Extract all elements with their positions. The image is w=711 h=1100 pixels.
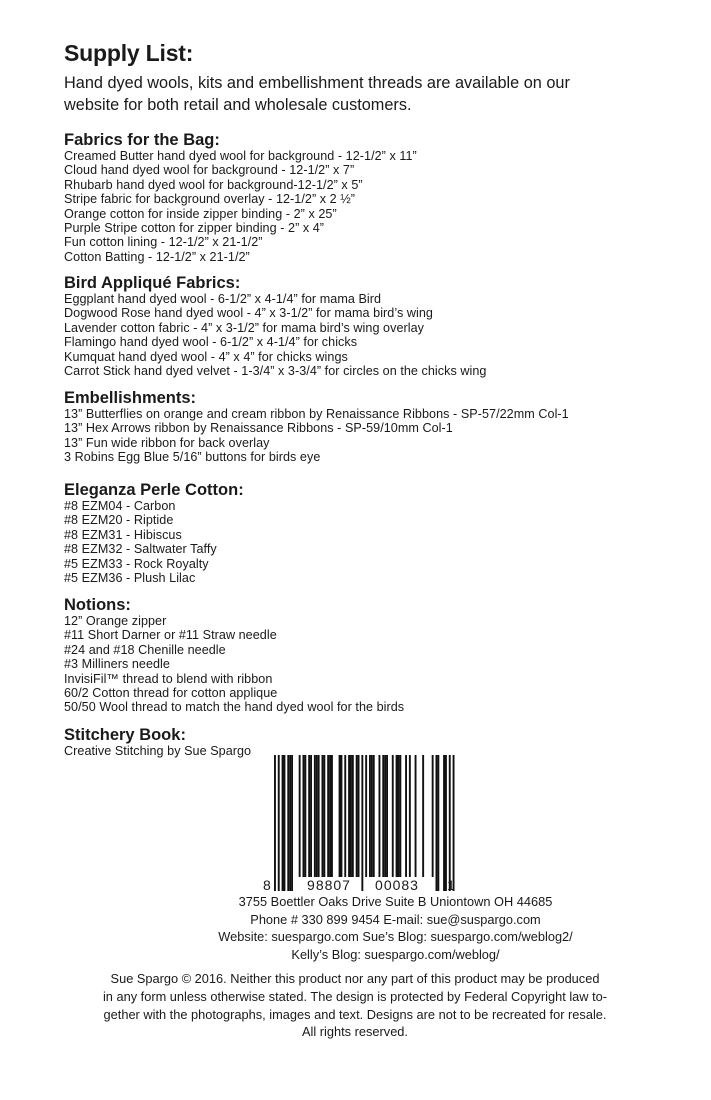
barcode-bar — [274, 755, 276, 891]
barcode-bar — [382, 755, 384, 877]
barcode-lead-digit: 8 — [263, 877, 271, 893]
section-embellishments — [64, 389, 704, 465]
barcode-bar — [371, 755, 373, 877]
barcode-bar — [365, 755, 367, 891]
supply-item: Cotton Batting - 12-1/2” x 21-1/2” — [64, 249, 250, 264]
supply-item: 60/2 Cotton thread for cotton applique — [64, 686, 278, 701]
supply-item: Flamingo hand dyed wool - 6-1/2” x 4-1/4” for chicks — [64, 335, 358, 350]
barcode-bar — [310, 755, 312, 877]
supply-item: Orange cotton for inside zipper binding - 2” x 25” — [64, 206, 337, 221]
contact-info — [40, 893, 711, 963]
supply-item: Creative Stitching by Sue Spargo — [64, 744, 252, 758]
supply-item: Carrot Stick hand dyed velvet - 1-3/4” x 3-3/4” for circles on the chicks wing — [64, 364, 487, 379]
supply-item: #8 EZM20 - Riptide — [64, 513, 174, 528]
supply-item: #8 EZM32 - Saltwater Taffy — [64, 542, 217, 557]
barcode-bar — [291, 755, 293, 891]
intro-line: website for both retail and wholesale customers. — [64, 96, 412, 114]
section-heading: Fabrics for the Bag: — [64, 131, 220, 149]
section-heading: Eleganza Perle Cotton: — [64, 481, 244, 499]
barcode-bar — [318, 755, 320, 877]
supply-item: #3 Milliners needle — [64, 657, 170, 672]
barcode-bar — [437, 755, 439, 891]
barcode-bar — [299, 755, 301, 877]
copyright-line: All rights reserved. — [302, 1024, 408, 1040]
barcode-bar — [453, 755, 455, 891]
intro-text — [64, 72, 664, 116]
supply-item: #24 and #18 Chenille needle — [64, 642, 226, 657]
copyright-line: in any form unless otherwise stated. The design is protected by Federal Copyright law to- — [102, 988, 608, 1004]
barcode-bar — [303, 755, 305, 877]
supply-items — [64, 499, 704, 585]
page-title: Supply List: — [64, 40, 194, 66]
supply-item: Eggplant hand dyed wool - 6-1/2” x 4-1/4” for mama Bird — [64, 292, 382, 306]
barcode-bar — [415, 755, 417, 877]
barcode-trail-digit: 1 — [447, 877, 455, 893]
section-bird-applique-fabrics — [64, 274, 704, 378]
website-blog-line: Website: suespargo.com Sue’s Blog: suespargo.com/weblog2/ — [218, 929, 573, 944]
barcode-bar — [339, 755, 341, 877]
barcode-bar — [322, 755, 324, 877]
barcode-right-digits: 00083 — [365, 877, 429, 893]
barcode-bar — [344, 755, 346, 877]
barcode-bar — [399, 755, 401, 877]
barcode-bar — [369, 755, 371, 877]
barcode-bar — [350, 755, 352, 877]
section-heading: Embellishments: — [64, 389, 197, 407]
supply-item: Dogwood Rose hand dyed wool - 4” x 3-1/2” for mama bird’s wing — [64, 306, 433, 321]
section-heading: Notions: — [64, 596, 131, 614]
supply-items — [64, 292, 704, 378]
barcode-bars-graphic — [270, 755, 460, 895]
barcode-bar — [316, 755, 318, 877]
barcode-bar — [386, 755, 388, 877]
barcode-bar — [348, 755, 350, 877]
barcode-bar — [308, 755, 310, 877]
barcode-bar — [449, 755, 451, 891]
supply-item: 13” Fun wide ribbon for back overlay — [64, 435, 270, 450]
barcode-bar — [398, 755, 400, 877]
section-fabrics-for-the-bag — [64, 131, 704, 264]
supply-item: #8 EZM04 - Carbon — [64, 499, 176, 513]
supply-item: Creamed Butter hand dyed wool for background - 12-1/2” x 11” — [64, 149, 417, 163]
supply-item: #8 EZM31 - Hibiscus — [64, 527, 182, 542]
barcode-bar — [373, 755, 375, 877]
barcode-bar — [282, 755, 284, 891]
section-heading: Bird Appliqué Fabrics: — [64, 274, 241, 292]
barcode-bar — [327, 755, 329, 877]
supply-items — [64, 614, 704, 715]
barcode-bar — [436, 755, 438, 891]
copyright-notice — [30, 970, 680, 1041]
supply-items — [64, 407, 704, 465]
barcode-bar — [443, 755, 445, 891]
barcode-bar — [422, 755, 424, 877]
barcode-bar — [314, 755, 316, 877]
barcode-bar — [358, 755, 360, 877]
section-eleganza-perle-cotton — [64, 481, 704, 585]
supply-item: Fun cotton lining - 12-1/2” x 21-1/2” — [64, 235, 263, 250]
barcode-bar — [352, 755, 354, 877]
barcode-bar — [278, 755, 280, 891]
barcode-bar — [396, 755, 398, 877]
barcode-bar — [323, 755, 325, 877]
section-stitchery-book — [64, 726, 704, 758]
barcode-bar — [329, 755, 331, 877]
supply-item: 13” Butterflies on orange and cream ribbon by Renaissance Ribbons - SP-57/22mm Col-1 — [64, 407, 569, 421]
barcode-bar — [284, 755, 286, 891]
supply-items — [64, 149, 704, 264]
barcode-bar — [379, 755, 381, 877]
supply-item: Kumquat hand dyed wool - 4” x 4” for chicks wings — [64, 349, 348, 364]
section-notions — [64, 596, 704, 715]
supply-item: #5 EZM33 - Rock Royalty — [64, 556, 209, 571]
intro-line: Hand dyed wools, kits and embellishment threads are available on our — [64, 74, 570, 92]
barcode-bar — [341, 755, 343, 877]
supply-item: 12” Orange zipper — [64, 614, 167, 628]
supply-item: 3 Robins Egg Blue 5/16” buttons for birds eye — [64, 450, 321, 465]
barcode-bar — [331, 755, 333, 877]
barcode-bar — [304, 755, 306, 877]
address-line: 3755 Boettler Oaks Drive Suite B Uniontown OH 44685 — [238, 894, 553, 909]
barcode-bar — [289, 755, 291, 891]
supply-item: InvisiFil™ thread to blend with ribbon — [64, 671, 273, 686]
supply-item: 50/50 Wool thread to match the hand dyed wool for the birds — [64, 700, 405, 715]
supply-item: Rhubarb hand dyed wool for background-12-1/2” x 5” — [64, 177, 363, 192]
barcode-bar — [445, 755, 447, 891]
kelly-blog-line: Kelly’s Blog: suespargo.com/weblog/ — [291, 946, 500, 962]
upc-barcode — [263, 755, 460, 900]
supply-item: #5 EZM36 - Plush Lilac — [64, 571, 196, 586]
barcode-bar — [361, 755, 363, 891]
barcode-bar — [356, 755, 358, 877]
phone-email-line: Phone # 330 899 9454 E-mail: sue@suspargo.com — [250, 911, 541, 927]
copyright-line: gether with the photographs, images and text. Designs are not to be recreated for resale. — [103, 1006, 607, 1022]
barcode-left-digits: 98807 — [297, 877, 361, 893]
copyright-line: Sue Spargo © 2016. Neither this product nor any part of this product may be produced — [110, 971, 600, 986]
barcode-bar — [384, 755, 386, 877]
supply-item: Purple Stripe cotton for zipper binding - 2” x 4” — [64, 221, 325, 236]
supply-item: Lavender cotton fabric - 4” x 3-1/2” for mama bird’s wing overlay — [64, 320, 424, 335]
section-heading: Stitchery Book: — [64, 726, 186, 744]
supply-item: Stripe fabric for background overlay - 12-1/2” x 2 ½” — [64, 192, 356, 207]
barcode-bar — [409, 755, 411, 877]
barcode-bar — [287, 755, 289, 891]
supply-item: #11 Short Darner or #11 Straw needle — [64, 628, 277, 643]
barcode-bar — [392, 755, 394, 877]
supply-item: Cloud hand dyed wool for background - 12-1/2” x 7” — [64, 163, 355, 178]
supply-item: 13” Hex Arrows ribbon by Renaissance Ribbons - SP-59/10mm Col-1 — [64, 421, 453, 436]
barcode-bar — [405, 755, 407, 877]
barcode-bar — [432, 755, 434, 877]
